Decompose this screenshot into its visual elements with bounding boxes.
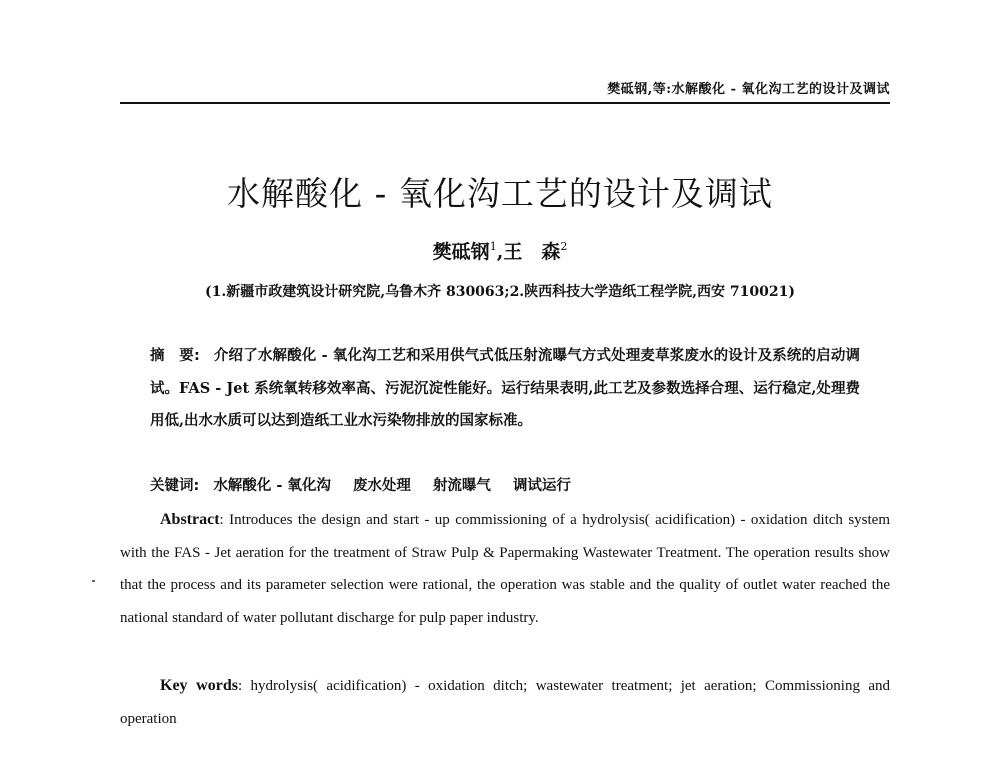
english-abstract-text: Introduces the design and start - up commissioning of a hydrolysis( acidification) - oxidation ditch system with the FAS - Jet aeration for the treatment of Straw Pulp & Papermaking Wastewater Treatment. The operation results show that the process and its parameter selection were rational, the operation was stable and the quality of outlet water reached the national standard of water pollutant discharge for pulp paper industry. <box>120 512 891 626</box>
author-affiliation-mark: 2 <box>560 240 568 253</box>
english-keywords <box>120 670 890 735</box>
author-name: 王 森 <box>503 241 561 263</box>
english-keywords-separator: : <box>237 678 251 694</box>
running-header: 樊砥钢,等:水解酸化 - 氧化沟工艺的设计及调试 <box>607 82 890 97</box>
author-name: 樊砥钢 <box>432 241 490 263</box>
chinese-keyword: 调试运行 <box>512 477 571 494</box>
author-separator: , <box>496 241 504 263</box>
english-abstract-separator: : <box>219 512 230 528</box>
margin-dot <box>92 580 95 582</box>
english-keywords-label: Key words <box>160 677 238 694</box>
affiliation: (1.新疆市政建筑设计研究院,乌鲁木齐 830063;2.陕西科技大学造纸工程学院,西安 710021) <box>204 284 796 300</box>
chinese-keywords-label: 关键词: <box>150 478 200 494</box>
author-line <box>0 237 1000 264</box>
english-abstract <box>120 504 890 634</box>
header-rule <box>120 102 890 104</box>
chinese-keyword: 废水处理 <box>352 477 411 494</box>
english-abstract-label: Abstract <box>160 511 220 528</box>
author-affiliation-mark: 1 <box>489 240 497 253</box>
chinese-keyword: 射流曝气 <box>432 477 491 494</box>
paper-title: 水解酸化 - 氧化沟工艺的设计及调试 <box>227 174 773 213</box>
chinese-keywords <box>150 470 860 502</box>
chinese-abstract-label: 摘 要: <box>150 348 200 364</box>
chinese-abstract-text: 介绍了水解酸化 - 氧化沟工艺和采用供气式低压射流曝气方式处理麦草浆废水的设计及系统的启动调试。FAS - Jet 系统氧转移效率高、污泥沉淀性能好。运行结果表明,此工艺及参数选择合理、运行稳定,处理费用低,出水水质可以达到造纸工业水污染物排放的国家标准。 <box>150 347 860 429</box>
english-keywords-text: hydrolysis( acidification) - oxidation ditch; wastewater treatment; jet aeration; Commissioning and operation <box>120 678 891 727</box>
chinese-abstract <box>150 340 860 438</box>
chinese-keyword: 水解酸化 - 氧化沟 <box>213 477 331 494</box>
